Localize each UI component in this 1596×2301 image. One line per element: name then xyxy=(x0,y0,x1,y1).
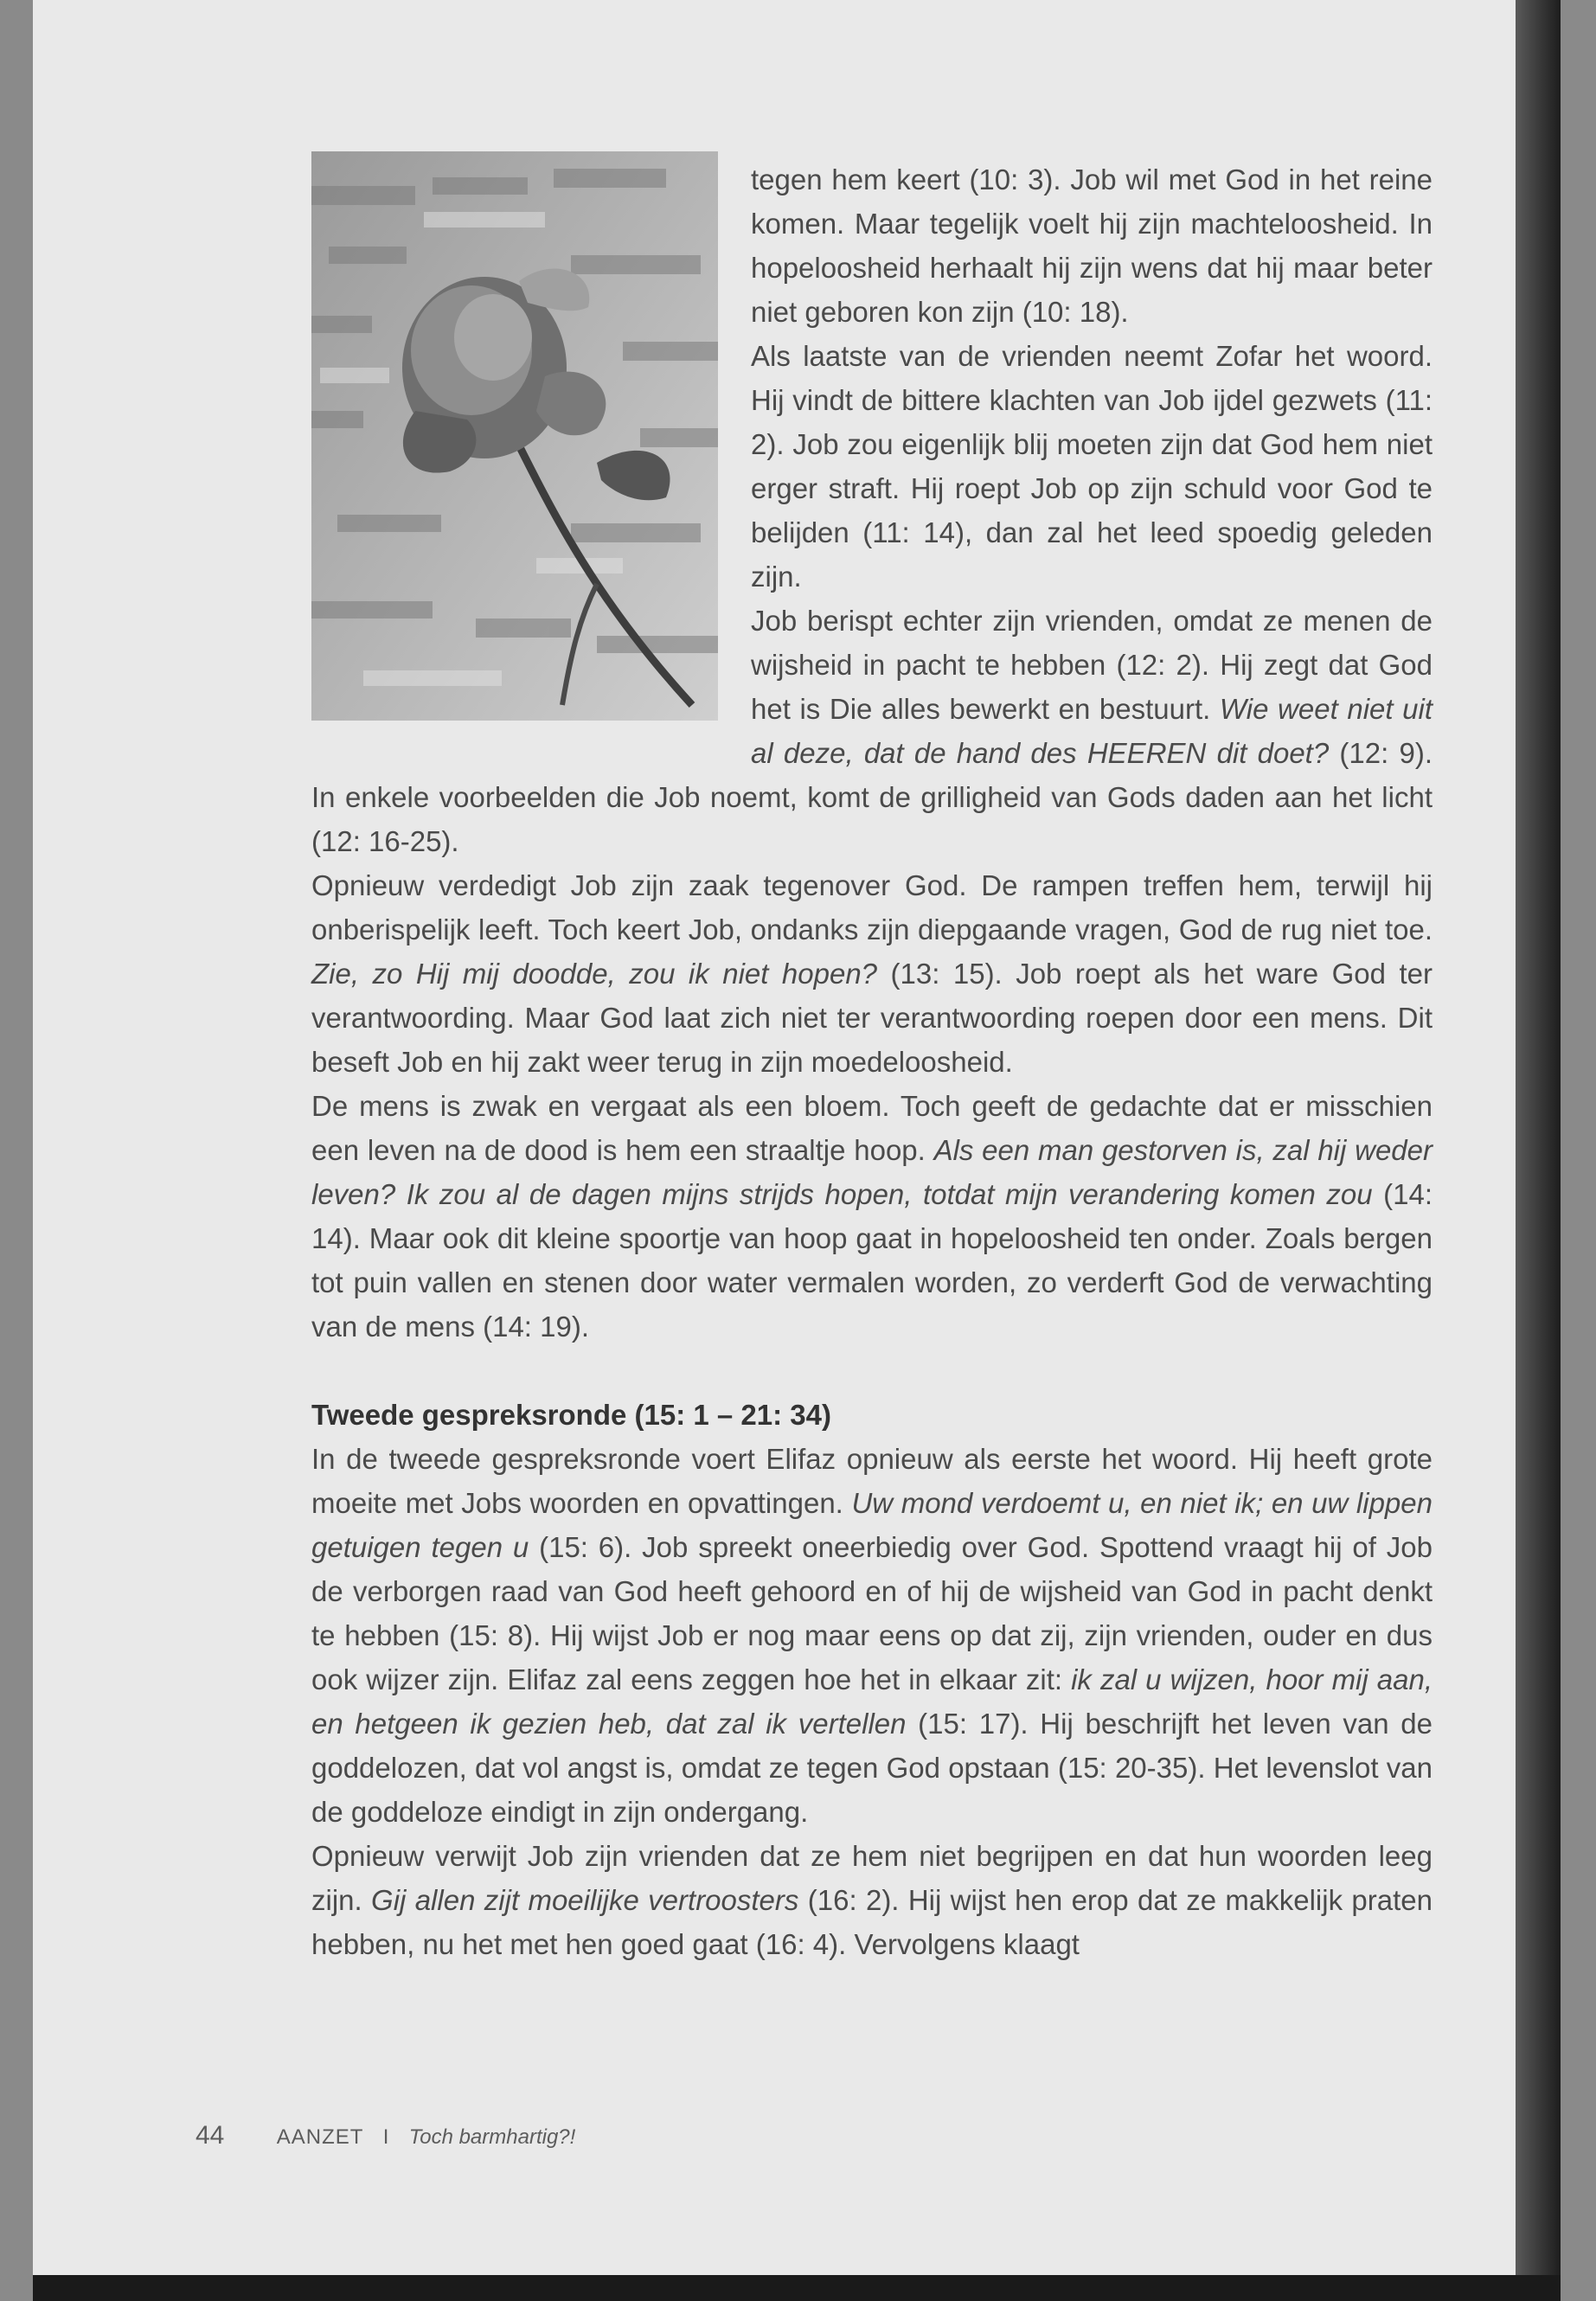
page-number: 44 xyxy=(195,2121,225,2150)
body-text-run: (15: 17). Hij beschrijft het leven van de goddelozen, dat vol angst is, omdat ze tegen God opstaan (15: 20-35). Het levenslot van de goddeloze eindigt in zijn ondergang. xyxy=(311,1708,1433,1828)
book-spine-shadow xyxy=(1516,0,1561,2301)
body-text-run: De mens is zwak en vergaat als een bloem. Toch geeft de gedachte dat er misschien een leven na de dood is hem een straaltje hoop. xyxy=(311,1090,1433,1166)
quote-text: ik zal u wijzen, hoor mij aan, en hetgeen ik gezien heb, dat zal ik vertellen xyxy=(311,1663,1433,1740)
footer-section: AANZET xyxy=(276,2125,364,2149)
paragraph-p6 xyxy=(311,1437,1433,1834)
body-text-run: Opnieuw verdedigt Job zijn zaak tegenover God. De rampen treffen hem, terwijl hij onberispelijk leeft. Toch keert Job, ondanks zijn diepgaande vragen, God de rug niet toe. xyxy=(311,869,1433,945)
quote-text: Gij allen zijt moeilijke vertroosters xyxy=(371,1884,799,1916)
paragraph-p7 xyxy=(311,1834,1433,1966)
quote-text: Zie, zo Hij mij doodde, zou ik niet hopen? xyxy=(311,958,878,990)
footer-separator: I xyxy=(382,2125,390,2149)
paragraph-p4 xyxy=(311,863,1433,1084)
body-text-run: Als laatste van de vrienden neemt Zofar het woord. Hij vindt de bittere klachten van Job ijdel gezwets (11: 2). Job zou eigenlijk blij moeten zijn dat God hem niet erger straft. Hij roept Job op zijn schuld voor God te belijden (11: 14), dan zal het leed spoedig geleden zijn. xyxy=(751,340,1433,593)
page-footer xyxy=(195,2121,575,2150)
body-text-run: (16: 2). Hij wijst hen erop dat ze makkelijk praten hebben, nu het met hen goed gaat (16: 4). Vervolgens klaagt xyxy=(311,1884,1433,1960)
page-bottom-edge xyxy=(33,2275,1561,2301)
body-text-run: Job berispt echter zijn vrienden, omdat ze menen de wijsheid in pacht te hebben (12: 2). Hij zegt dat God het is Die alles bewerkt en bestuurt. xyxy=(751,605,1433,725)
section-heading: Tweede gespreksronde (15: 1 – 21: 34) xyxy=(311,1399,831,1431)
body-text-run: (15: 6). Job spreekt oneerbiedig over God. Spottend vraagt hij of Job de verborgen raad van God heeft gehoord en of hij de wijsheid van God in pacht denkt te hebben (15: 8). Hij wijst Job er nog maar eens op dat zij, zijn vrienden, ouder en dus ook wijzer zijn. Elifaz zal eens zeggen hoe het in elkaar zit: xyxy=(311,1531,1433,1695)
body-text-run: (12: 9). In enkele voorbeelden die Job noemt, komt de grilligheid van Gods daden aan het licht (12: 16-25). xyxy=(311,737,1433,857)
body-text xyxy=(311,157,1433,1966)
body-text-run: tegen hem keert (10: 3). Job wil met God in het reine komen. Maar tegelijk voelt hij zijn machteloosheid. In hopeloosheid herhaalt hij zijn wens dat hij maar beter niet geboren kon zijn (10: 18). xyxy=(751,163,1433,328)
body-text-run: In de tweede gespreksronde voert Elifaz opnieuw als eerste het woord. Hij heeft grote moeite met Jobs woorden en opvattingen. xyxy=(311,1443,1433,1519)
body-text-run: (14: 14). Maar ook dit kleine spoortje van hoop gaat in hopeloosheid ten onder. Zoals bergen tot puin vallen en stenen door water vermalen worden, zo verderft God de verwachting van de mens (14: 19). xyxy=(311,1178,1433,1343)
body-text-run: (13: 15). Job roept als het ware God ter verantwoording. Maar God laat zich niet ter verantwoording roepen door een mens. Dit beseft Job en hij zakt weer terug in zijn moedeloosheid. xyxy=(311,958,1433,1078)
quote-text: Wie weet niet uit al deze, dat de hand des HEEREN dit doet? xyxy=(751,693,1433,769)
paragraph-p5 xyxy=(311,1084,1433,1349)
paragraph-group-2 xyxy=(311,1437,1433,1966)
footer-book-title: Toch barmhartig?! xyxy=(408,2125,576,2149)
quote-text: Uw mond verdoemt u, en niet ik; en uw lippen getuigen tegen u xyxy=(311,1487,1433,1563)
photo-wrap-spacer xyxy=(311,157,751,756)
quote-text: Als een man gestorven is, zal hij weder leven? Ik zou al de dagen mijns strijds hopen, totdat mijn verandering komen zou xyxy=(311,1134,1433,1210)
body-text-run: Opnieuw verwijt Job zijn vrienden dat ze hem niet begrijpen en dat hun woorden leeg zijn. xyxy=(311,1840,1433,1916)
